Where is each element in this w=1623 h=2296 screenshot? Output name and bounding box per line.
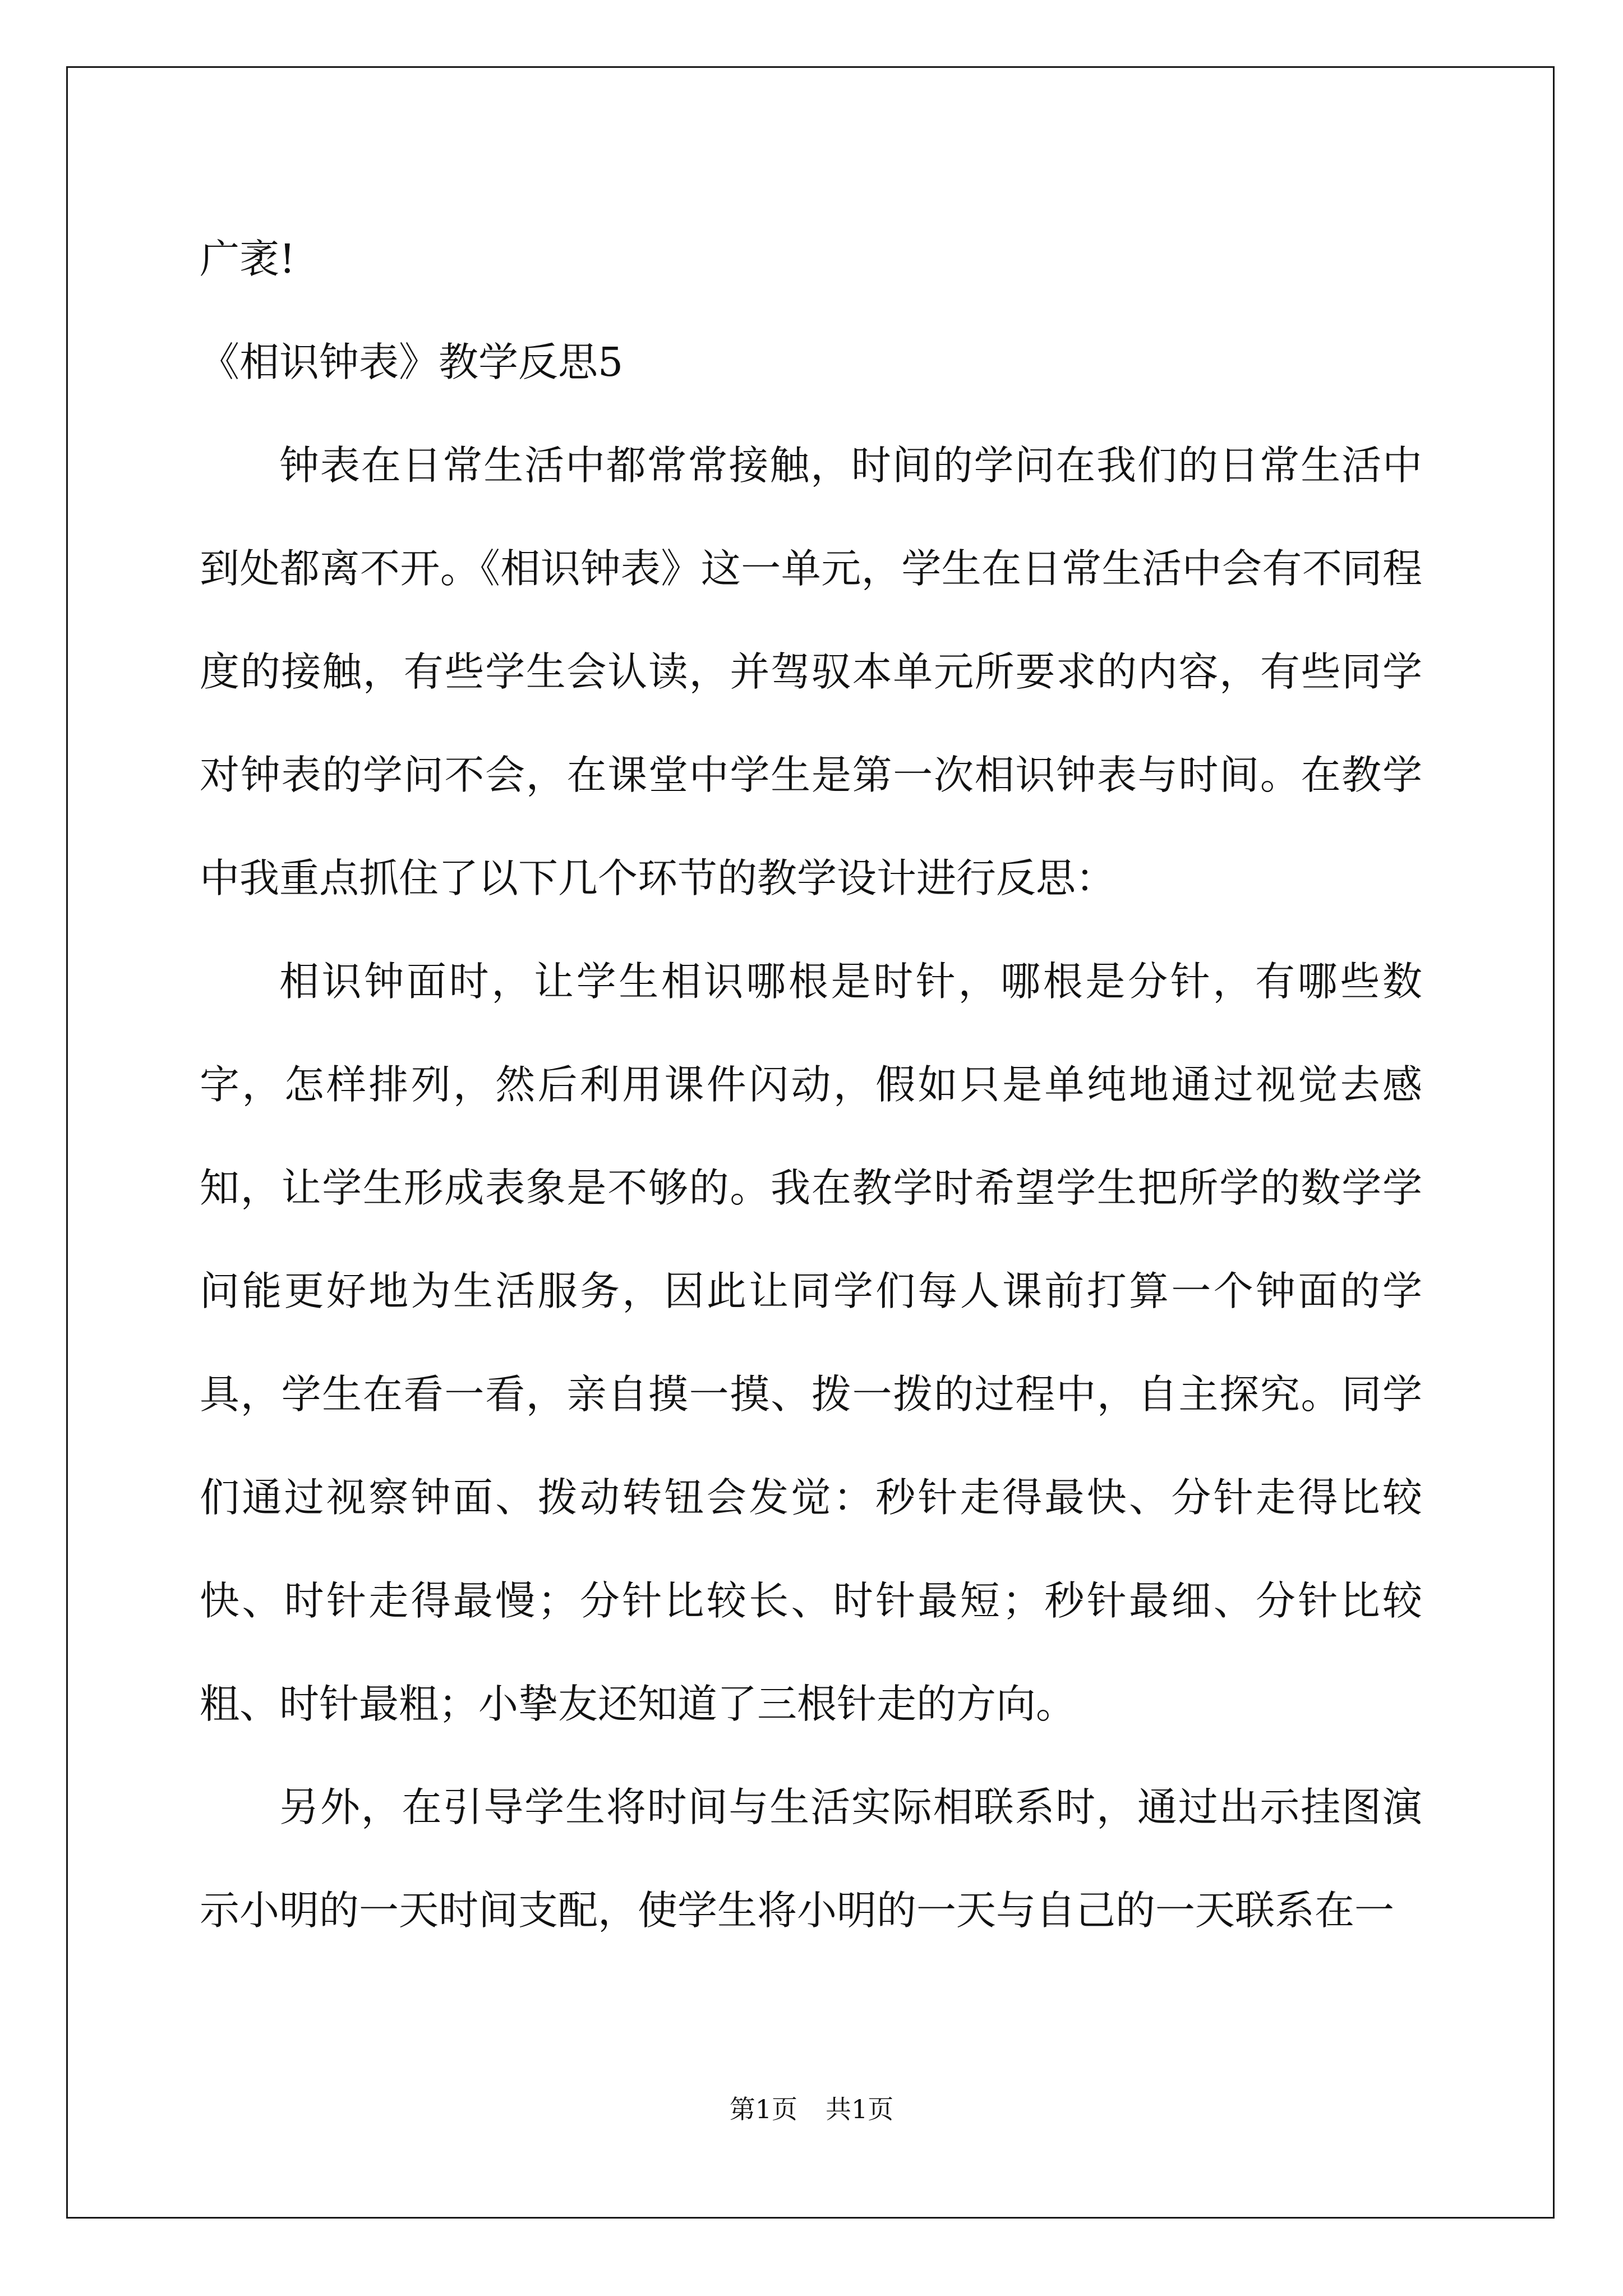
section-heading: 《相识钟表》教学反思5 [200, 339, 624, 385]
document-body [200, 208, 1422, 1962]
paragraph-3: 另外，在引导学生将时间与生活实际相联系时，通过出示挂图演示小明的一天时间支配，使学生将小明的一天与自己的一天联系在一 [200, 1784, 1422, 1934]
page-footer [0, 2092, 1623, 2126]
paragraph-1: 钟表在日常生活中都常常接触，时间的学问在我们的日常生活中到处都离不开。《相识钟表》这一单元，学生在日常生活中会有不同程度的接触，有些学生会认读，并驾驭本单元所要求的内容，有些同学对钟表的学问不会，在课堂中学生是第一次相识钟表与时间。在教学中我重点抓住了以下几个环节的教学设计进行反思： [200, 442, 1422, 901]
page-total: 共1页 [826, 2094, 894, 2124]
leading-line: 广袤! [200, 236, 296, 282]
page-number: 第1页 [729, 2094, 797, 2124]
paragraph-2: 相识钟面时，让学生相识哪根是时针，哪根是分针，有哪些数字，怎样排列，然后利用课件闪动，假如只是单纯地通过视觉去感知，让学生形成表象是不够的。我在教学时希望学生把所学的数学学问能更好地为生活服务，因此让同学们每人课前打算一个钟面的学具，学生在看一看，亲自摸一摸、拨一拨的过程中，自主探究。同学们通过视察钟面、拨动转钮会发觉：秒针走得最快、分针走得比较快、时针走得最慢；分针比较长、时针最短；秒针最细、分针比较粗、时针最粗；小挚友还知道了三根针走的方向。 [200, 958, 1422, 1727]
